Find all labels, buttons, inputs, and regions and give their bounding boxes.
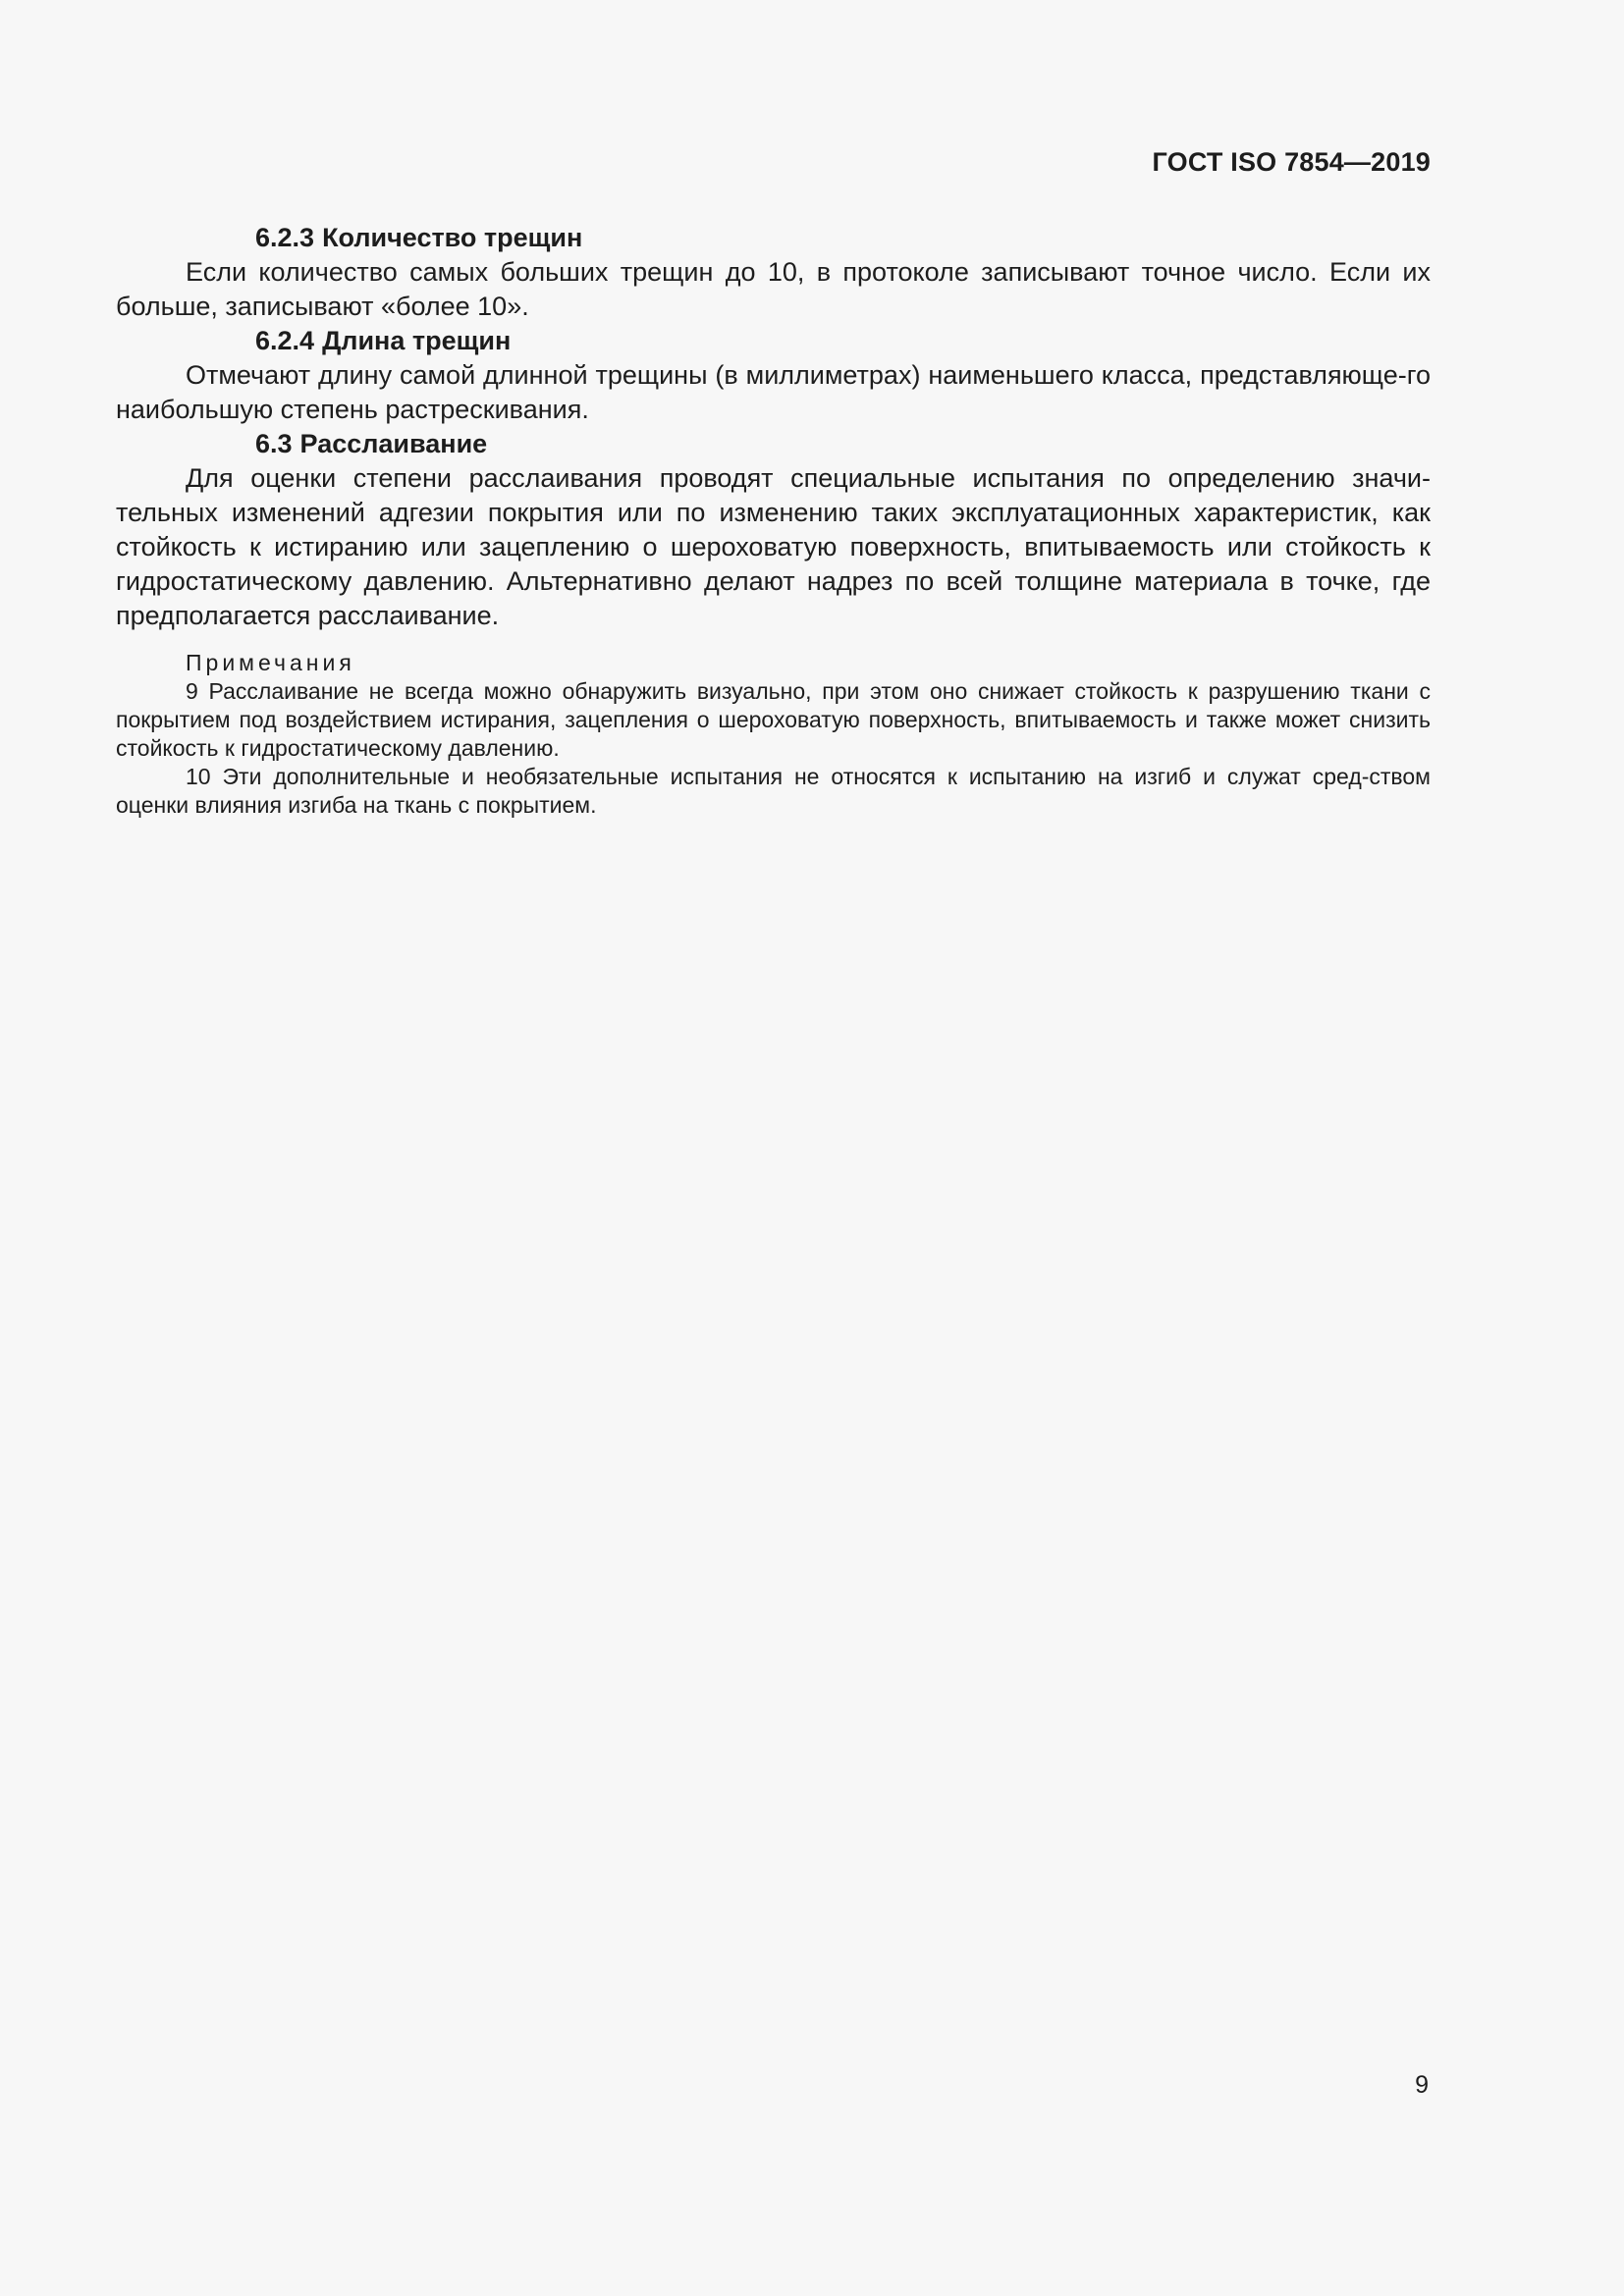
section-heading-6-2-4	[116, 324, 1431, 358]
section-number: 6.2.4	[255, 326, 315, 355]
section-number: 6.2.3	[255, 223, 315, 252]
page-number: 9	[1415, 2071, 1429, 2099]
notes-block	[116, 649, 1431, 820]
section-title: Длина трещин	[322, 326, 512, 355]
section-heading-6-2-3	[116, 221, 1431, 255]
section-paragraph-6-3: Для оценки степени расслаивания проводят специальные испытания по определению значи-тельных изменений адгезии покрытия или по изменению таких эксплуатационных характеристик, как стойкость к истиранию или зацеплению о шероховатую поверхность, впитываемость или стойкость к гидростатическому давлению. Альтернативно делают надрез по всей толщине материала в точке, где предполагается расслаивание.	[116, 463, 1431, 630]
section-paragraph-6-2-3: Если количество самых больших трещин до 10, в протоколе записывают точное число. Если их больше, записывают «более 10».	[116, 257, 1431, 321]
notes-title: Примечания	[186, 650, 355, 675]
section-number: 6.3	[255, 429, 293, 458]
note-9: 9 Расслаивание не всегда можно обнаружить визуально, при этом оно снижает стойкость к разрушению ткани с покрытием под воздействием истирания, зацепления о шероховатую поверхность, впитываемость и также может снизить стойкость к гидростатическому давлению.	[116, 678, 1431, 761]
section-title: Количество трещин	[322, 223, 583, 252]
section-paragraph-6-2-4: Отмечают длину самой длинной трещины (в миллиметрах) наименьшего класса, представляюще-го наибольшую степень растрескивания.	[116, 360, 1431, 424]
section-heading-6-3	[116, 427, 1431, 461]
section-title: Расслаивание	[299, 429, 488, 458]
note-10: 10 Эти дополнительные и необязательные испытания не относятся к испытанию на изгиб и служат сред-ством оценки влияния изгиба на ткань с покрытием.	[116, 764, 1431, 818]
document-code: ГОСТ ISO 7854—2019	[1152, 147, 1431, 177]
document-body	[116, 221, 1431, 820]
